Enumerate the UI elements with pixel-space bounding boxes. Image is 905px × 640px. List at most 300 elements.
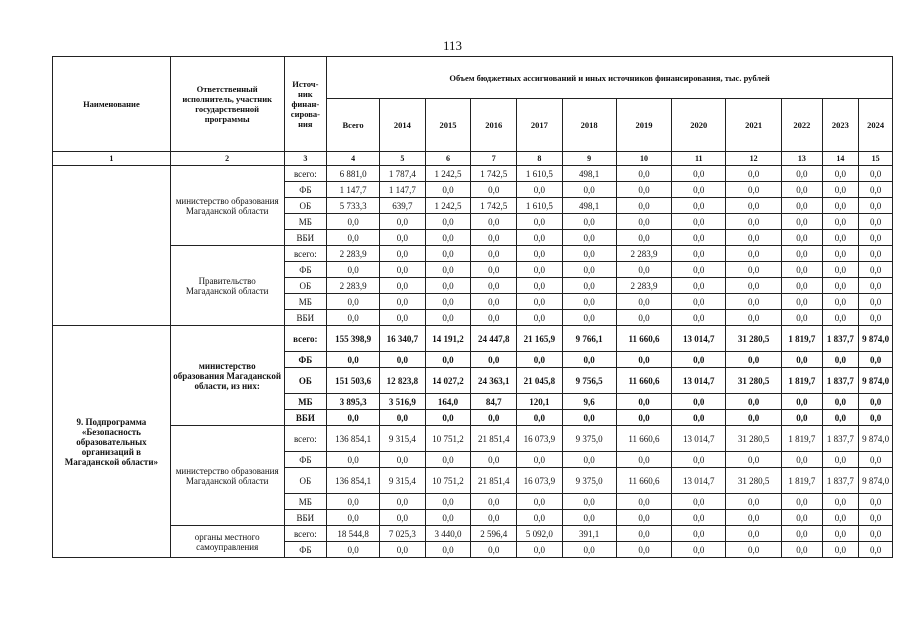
amount-cell: 0,0 (471, 294, 517, 310)
header-year: 2020 (672, 99, 726, 152)
column-number: 14 (822, 152, 859, 166)
amount-cell: 0,0 (562, 294, 616, 310)
amount-cell: 0,0 (726, 452, 782, 468)
funding-source: ВБИ (284, 230, 327, 246)
funding-source: всего: (284, 526, 327, 542)
amount-cell: 0,0 (822, 526, 859, 542)
amount-cell: 0,0 (672, 494, 726, 510)
amount-cell: 0,0 (425, 352, 471, 368)
amount-cell: 0,0 (562, 510, 616, 526)
amount-cell: 0,0 (859, 198, 893, 214)
amount-cell: 0,0 (327, 310, 380, 326)
amount-cell: 0,0 (471, 230, 517, 246)
amount-cell: 0,0 (616, 452, 672, 468)
amount-cell: 0,0 (379, 542, 425, 558)
amount-cell: 1 837,7 (822, 426, 859, 452)
amount-cell: 31 280,5 (726, 326, 782, 352)
amount-cell: 16 073,9 (517, 426, 563, 452)
amount-cell: 0,0 (562, 452, 616, 468)
funding-source: ФБ (284, 262, 327, 278)
amount-cell: 2 283,9 (327, 246, 380, 262)
amount-cell: 1 819,7 (782, 368, 823, 394)
amount-cell: 0,0 (425, 494, 471, 510)
amount-cell: 0,0 (822, 278, 859, 294)
amount-cell: 0,0 (517, 230, 563, 246)
funding-source: ОБ (284, 368, 327, 394)
amount-cell: 2 596,4 (471, 526, 517, 542)
amount-cell: 2 283,9 (616, 246, 672, 262)
amount-cell: 0,0 (517, 542, 563, 558)
amount-cell: 0,0 (471, 510, 517, 526)
header-year: 2018 (562, 99, 616, 152)
amount-cell: 0,0 (726, 294, 782, 310)
column-number: 13 (782, 152, 823, 166)
amount-cell: 0,0 (822, 166, 859, 182)
amount-cell: 0,0 (562, 310, 616, 326)
amount-cell: 0,0 (672, 262, 726, 278)
amount-cell: 0,0 (517, 494, 563, 510)
amount-cell: 0,0 (672, 294, 726, 310)
amount-cell: 0,0 (562, 262, 616, 278)
amount-cell: 0,0 (782, 494, 823, 510)
amount-cell: 0,0 (822, 230, 859, 246)
amount-cell: 0,0 (562, 410, 616, 426)
amount-cell: 0,0 (672, 394, 726, 410)
amount-cell: 0,0 (425, 214, 471, 230)
amount-cell: 13 014,7 (672, 326, 726, 352)
amount-cell: 0,0 (327, 294, 380, 310)
amount-cell: 0,0 (327, 452, 380, 468)
amount-cell: 0,0 (782, 262, 823, 278)
amount-cell: 16 340,7 (379, 326, 425, 352)
amount-cell: 0,0 (379, 510, 425, 526)
amount-cell: 0,0 (471, 494, 517, 510)
funding-source: ФБ (284, 352, 327, 368)
column-number: 11 (672, 152, 726, 166)
executor-cell: министерство образования Магаданской области (170, 166, 284, 246)
amount-cell: 0,0 (471, 452, 517, 468)
amount-cell: 0,0 (562, 230, 616, 246)
amount-cell: 0,0 (859, 452, 893, 468)
amount-cell: 0,0 (425, 182, 471, 198)
amount-cell: 0,0 (616, 166, 672, 182)
amount-cell: 0,0 (471, 182, 517, 198)
header-year: 2019 (616, 99, 672, 152)
amount-cell: 0,0 (562, 494, 616, 510)
column-number: 5 (379, 152, 425, 166)
amount-cell: 0,0 (672, 352, 726, 368)
amount-cell: 0,0 (822, 542, 859, 558)
amount-cell: 11 660,6 (616, 468, 672, 494)
amount-cell: 0,0 (517, 278, 563, 294)
amount-cell: 21 851,4 (471, 468, 517, 494)
amount-cell: 14 191,2 (425, 326, 471, 352)
amount-cell: 14 027,2 (425, 368, 471, 394)
amount-cell: 1 819,7 (782, 326, 823, 352)
amount-cell: 0,0 (726, 410, 782, 426)
amount-cell: 1 147,7 (379, 182, 425, 198)
amount-cell: 0,0 (726, 310, 782, 326)
amount-cell: 31 280,5 (726, 468, 782, 494)
amount-cell: 0,0 (782, 278, 823, 294)
amount-cell: 3 516,9 (379, 394, 425, 410)
amount-cell: 0,0 (471, 410, 517, 426)
amount-cell: 11 660,6 (616, 426, 672, 452)
amount-cell: 0,0 (782, 526, 823, 542)
amount-cell: 0,0 (471, 214, 517, 230)
amount-cell: 0,0 (822, 262, 859, 278)
amount-cell: 0,0 (822, 310, 859, 326)
amount-cell: 0,0 (782, 198, 823, 214)
column-number: 7 (471, 152, 517, 166)
amount-cell: 0,0 (726, 494, 782, 510)
amount-cell: 0,0 (672, 310, 726, 326)
header-year: 2017 (517, 99, 563, 152)
amount-cell: 0,0 (726, 278, 782, 294)
amount-cell: 0,0 (562, 278, 616, 294)
table-row (53, 326, 893, 352)
amount-cell: 2 283,9 (616, 278, 672, 294)
amount-cell: 6 881,0 (327, 166, 380, 182)
executor-cell: органы местного самоуправления (170, 526, 284, 558)
amount-cell: 5 092,0 (517, 526, 563, 542)
amount-cell: 0,0 (726, 352, 782, 368)
funding-source: МБ (284, 294, 327, 310)
amount-cell: 1 147,7 (327, 182, 380, 198)
amount-cell: 0,0 (616, 230, 672, 246)
amount-cell: 0,0 (859, 294, 893, 310)
amount-cell: 9 315,4 (379, 426, 425, 452)
header-volume: Объем бюджетных ассигнований и иных источников финансирования, тыс. рублей (327, 57, 893, 99)
executor-cell: Правительство Магаданской области (170, 246, 284, 326)
amount-cell: 0,0 (822, 198, 859, 214)
amount-cell: 0,0 (379, 214, 425, 230)
amount-cell: 0,0 (859, 310, 893, 326)
amount-cell: 0,0 (672, 510, 726, 526)
amount-cell: 1 610,5 (517, 198, 563, 214)
amount-cell: 0,0 (672, 182, 726, 198)
amount-cell: 0,0 (672, 166, 726, 182)
column-number: 2 (170, 152, 284, 166)
funding-source: всего: (284, 426, 327, 452)
amount-cell: 24 363,1 (471, 368, 517, 394)
executor-cell: министерство образования Магаданской области (170, 426, 284, 526)
header-year: 2016 (471, 99, 517, 152)
header-year: Всего (327, 99, 380, 152)
column-number: 8 (517, 152, 563, 166)
amount-cell: 120,1 (517, 394, 563, 410)
amount-cell: 0,0 (616, 510, 672, 526)
amount-cell: 0,0 (471, 278, 517, 294)
amount-cell: 0,0 (425, 278, 471, 294)
funding-source: ВБИ (284, 310, 327, 326)
amount-cell: 0,0 (822, 352, 859, 368)
amount-cell: 0,0 (616, 394, 672, 410)
amount-cell: 0,0 (379, 310, 425, 326)
amount-cell: 24 447,8 (471, 326, 517, 352)
amount-cell: 0,0 (616, 542, 672, 558)
amount-cell: 1 610,5 (517, 166, 563, 182)
amount-cell: 3 440,0 (425, 526, 471, 542)
amount-cell: 0,0 (517, 294, 563, 310)
amount-cell: 0,0 (822, 182, 859, 198)
funding-source: всего: (284, 246, 327, 262)
column-number: 3 (284, 152, 327, 166)
amount-cell: 0,0 (726, 542, 782, 558)
amount-cell: 0,0 (327, 352, 380, 368)
table-row (53, 526, 893, 542)
amount-cell: 0,0 (822, 214, 859, 230)
amount-cell: 1 819,7 (782, 426, 823, 452)
amount-cell: 0,0 (859, 410, 893, 426)
amount-cell: 0,0 (782, 352, 823, 368)
amount-cell: 0,0 (425, 230, 471, 246)
amount-cell: 0,0 (327, 230, 380, 246)
funding-source: всего: (284, 326, 327, 352)
amount-cell: 0,0 (616, 310, 672, 326)
budget-table (52, 56, 893, 558)
amount-cell: 31 280,5 (726, 368, 782, 394)
amount-cell: 0,0 (327, 510, 380, 526)
table-row (53, 426, 893, 452)
column-number: 12 (726, 152, 782, 166)
funding-source: ВБИ (284, 410, 327, 426)
amount-cell: 0,0 (859, 394, 893, 410)
amount-cell: 0,0 (379, 352, 425, 368)
funding-source: ОБ (284, 198, 327, 214)
amount-cell: 0,0 (782, 230, 823, 246)
header-executor: Ответственный исполнитель, участник государственной программы (170, 57, 284, 152)
amount-cell: 164,0 (425, 394, 471, 410)
amount-cell: 0,0 (517, 214, 563, 230)
amount-cell: 0,0 (822, 246, 859, 262)
amount-cell: 12 823,8 (379, 368, 425, 394)
amount-cell: 0,0 (726, 510, 782, 526)
amount-cell: 0,0 (672, 278, 726, 294)
amount-cell: 0,0 (379, 246, 425, 262)
amount-cell: 13 014,7 (672, 468, 726, 494)
funding-source: ФБ (284, 452, 327, 468)
table-row (53, 166, 893, 182)
column-number: 4 (327, 152, 380, 166)
amount-cell: 5 733,3 (327, 198, 380, 214)
amount-cell: 0,0 (859, 166, 893, 182)
amount-cell: 0,0 (782, 294, 823, 310)
header-year: 2021 (726, 99, 782, 152)
amount-cell: 0,0 (425, 262, 471, 278)
amount-cell: 3 895,3 (327, 394, 380, 410)
amount-cell: 0,0 (782, 166, 823, 182)
amount-cell: 9 874,0 (859, 326, 893, 352)
amount-cell: 0,0 (859, 182, 893, 198)
amount-cell: 1 837,7 (822, 468, 859, 494)
amount-cell: 155 398,9 (327, 326, 380, 352)
amount-cell: 0,0 (822, 294, 859, 310)
amount-cell: 0,0 (327, 262, 380, 278)
amount-cell: 0,0 (672, 410, 726, 426)
amount-cell: 11 660,6 (616, 368, 672, 394)
header-name: Наименование (53, 57, 171, 152)
amount-cell: 9 874,0 (859, 426, 893, 452)
amount-cell: 0,0 (616, 294, 672, 310)
amount-cell: 0,0 (425, 452, 471, 468)
amount-cell: 0,0 (782, 310, 823, 326)
amount-cell: 0,0 (471, 246, 517, 262)
amount-cell: 21 851,4 (471, 426, 517, 452)
amount-cell: 0,0 (616, 494, 672, 510)
header-year: 2023 (822, 99, 859, 152)
amount-cell: 0,0 (616, 352, 672, 368)
amount-cell: 0,0 (379, 230, 425, 246)
header-year: 2022 (782, 99, 823, 152)
amount-cell: 0,0 (859, 230, 893, 246)
amount-cell: 1 742,5 (471, 198, 517, 214)
amount-cell: 0,0 (425, 310, 471, 326)
column-number: 1 (53, 152, 171, 166)
amount-cell: 0,0 (471, 352, 517, 368)
amount-cell: 0,0 (726, 394, 782, 410)
amount-cell: 0,0 (425, 294, 471, 310)
amount-cell: 0,0 (726, 182, 782, 198)
amount-cell: 7 025,3 (379, 526, 425, 542)
amount-cell: 136 854,1 (327, 468, 380, 494)
amount-cell: 13 014,7 (672, 368, 726, 394)
amount-cell: 498,1 (562, 166, 616, 182)
amount-cell: 0,0 (726, 246, 782, 262)
amount-cell: 0,0 (517, 246, 563, 262)
amount-cell: 136 854,1 (327, 426, 380, 452)
funding-source: ФБ (284, 542, 327, 558)
column-number: 6 (425, 152, 471, 166)
amount-cell: 0,0 (327, 410, 380, 426)
amount-cell: 0,0 (517, 452, 563, 468)
amount-cell: 0,0 (822, 510, 859, 526)
amount-cell: 0,0 (471, 262, 517, 278)
amount-cell: 0,0 (616, 182, 672, 198)
amount-cell: 0,0 (379, 452, 425, 468)
header-source: Источ-ник финан-сирова-ния (284, 57, 327, 152)
column-number: 9 (562, 152, 616, 166)
amount-cell: 0,0 (782, 182, 823, 198)
amount-cell: 0,0 (726, 262, 782, 278)
amount-cell: 0,0 (379, 294, 425, 310)
amount-cell: 0,0 (822, 410, 859, 426)
amount-cell: 0,0 (327, 542, 380, 558)
funding-source: МБ (284, 214, 327, 230)
amount-cell: 0,0 (379, 494, 425, 510)
funding-source: ВБИ (284, 510, 327, 526)
amount-cell: 0,0 (562, 182, 616, 198)
amount-cell: 639,7 (379, 198, 425, 214)
amount-cell: 10 751,2 (425, 468, 471, 494)
amount-cell: 1 242,5 (425, 198, 471, 214)
program-name-cell: 9. Подпрограмма «Безопасность образовательных организаций в Магаданской области» (53, 326, 171, 558)
amount-cell: 498,1 (562, 198, 616, 214)
amount-cell: 0,0 (425, 542, 471, 558)
amount-cell: 1 242,5 (425, 166, 471, 182)
amount-cell: 0,0 (782, 394, 823, 410)
amount-cell: 0,0 (859, 246, 893, 262)
amount-cell: 0,0 (782, 542, 823, 558)
amount-cell: 21 165,9 (517, 326, 563, 352)
amount-cell: 0,0 (672, 198, 726, 214)
amount-cell: 0,0 (517, 310, 563, 326)
amount-cell: 1 819,7 (782, 468, 823, 494)
amount-cell: 0,0 (822, 394, 859, 410)
amount-cell: 0,0 (562, 542, 616, 558)
amount-cell: 0,0 (726, 214, 782, 230)
amount-cell: 0,0 (562, 214, 616, 230)
amount-cell: 0,0 (859, 494, 893, 510)
amount-cell: 84,7 (471, 394, 517, 410)
header-year: 2015 (425, 99, 471, 152)
amount-cell: 9 375,0 (562, 426, 616, 452)
amount-cell: 9 874,0 (859, 468, 893, 494)
amount-cell: 0,0 (672, 246, 726, 262)
amount-cell: 0,0 (726, 526, 782, 542)
amount-cell: 0,0 (859, 542, 893, 558)
amount-cell: 0,0 (672, 452, 726, 468)
amount-cell: 10 751,2 (425, 426, 471, 452)
amount-cell: 2 283,9 (327, 278, 380, 294)
amount-cell: 1 837,7 (822, 368, 859, 394)
amount-cell: 0,0 (471, 542, 517, 558)
funding-source: ФБ (284, 182, 327, 198)
amount-cell: 0,0 (379, 262, 425, 278)
amount-cell: 0,0 (379, 410, 425, 426)
amount-cell: 0,0 (859, 214, 893, 230)
amount-cell: 9,6 (562, 394, 616, 410)
amount-cell: 0,0 (327, 214, 380, 230)
amount-cell: 1 742,5 (471, 166, 517, 182)
amount-cell: 1 837,7 (822, 326, 859, 352)
executor-cell: министерство образования Магаданской области, из них: (170, 326, 284, 426)
amount-cell: 0,0 (782, 510, 823, 526)
amount-cell: 0,0 (726, 230, 782, 246)
amount-cell: 31 280,5 (726, 426, 782, 452)
amount-cell: 151 503,6 (327, 368, 380, 394)
amount-cell: 0,0 (782, 452, 823, 468)
amount-cell: 0,0 (859, 526, 893, 542)
amount-cell: 0,0 (471, 310, 517, 326)
amount-cell: 1 787,4 (379, 166, 425, 182)
amount-cell: 0,0 (425, 510, 471, 526)
funding-source: ОБ (284, 278, 327, 294)
amount-cell: 9 756,5 (562, 368, 616, 394)
amount-cell: 0,0 (672, 230, 726, 246)
amount-cell: 0,0 (859, 510, 893, 526)
header-year: 2014 (379, 99, 425, 152)
amount-cell: 391,1 (562, 526, 616, 542)
amount-cell: 0,0 (782, 214, 823, 230)
amount-cell: 0,0 (859, 352, 893, 368)
amount-cell: 0,0 (672, 526, 726, 542)
column-number: 10 (616, 152, 672, 166)
amount-cell: 0,0 (616, 526, 672, 542)
amount-cell: 9 874,0 (859, 368, 893, 394)
amount-cell: 0,0 (327, 494, 380, 510)
funding-source: МБ (284, 494, 327, 510)
amount-cell: 0,0 (726, 198, 782, 214)
amount-cell: 0,0 (562, 352, 616, 368)
amount-cell: 9 375,0 (562, 468, 616, 494)
amount-cell: 0,0 (425, 410, 471, 426)
amount-cell: 0,0 (517, 262, 563, 278)
amount-cell: 16 073,9 (517, 468, 563, 494)
amount-cell: 0,0 (672, 542, 726, 558)
amount-cell: 13 014,7 (672, 426, 726, 452)
amount-cell: 18 544,8 (327, 526, 380, 542)
